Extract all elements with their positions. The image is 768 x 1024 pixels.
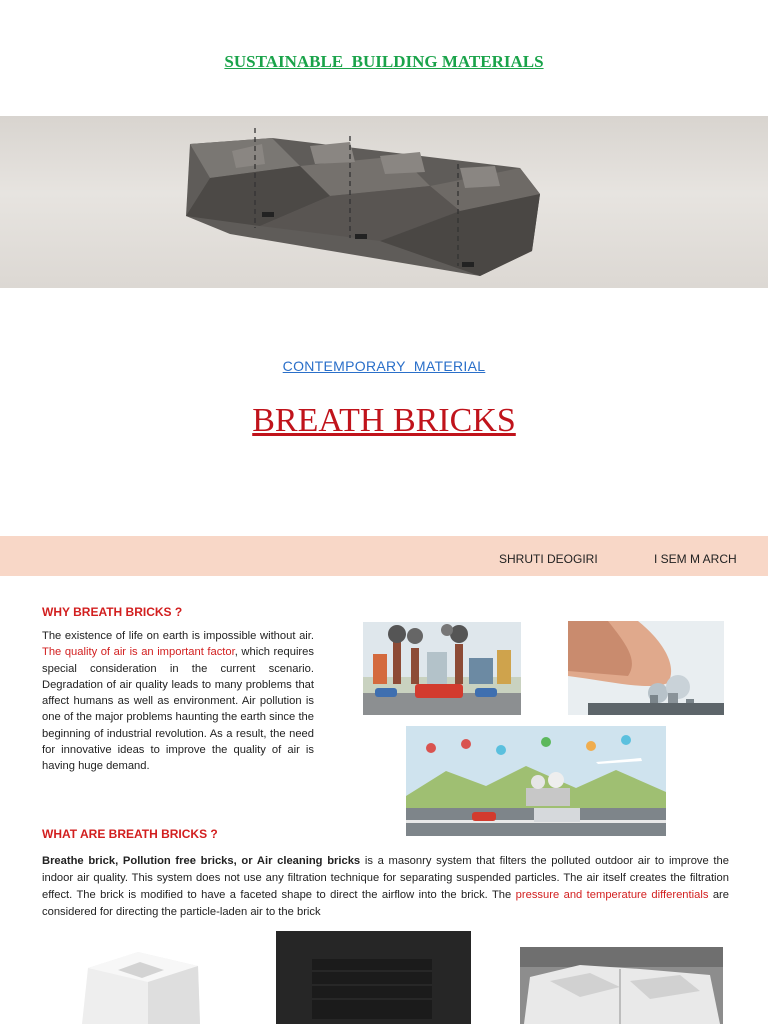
faceted-brick-wall-icon [0,116,768,288]
what-highlight: pressure and temperature differentials [515,889,709,901]
author-name: SHRUTI DEOGIRI [499,552,598,566]
what-text-2: are considered for directing the particle-laden air to the brick [42,889,730,918]
document-title: SUSTAINABLE BUILDING MATERIALS [224,52,544,71]
why-highlight: The quality of air is an important factor [42,646,235,659]
brick-wall-photo [520,947,723,1024]
air-pollution-cycle-illustration [406,726,666,836]
semester-label: I SEM M ARCH [654,552,737,566]
white-brick-module-photo [78,948,204,1024]
what-lead: Breathe brick, Pollution free bricks, or Air cleaning bricks [42,855,361,867]
why-paragraph [42,628,314,775]
what-text-1: is a masonry system that filters the polluted outdoor air to improve the indoor air quality. This system does not use any filtration technique for separating suspended particles. The air itself creates the filtration effect. The brick is modified to have a faceted shape to direct the airflow into the brick. The [42,855,729,901]
hero-banner [0,116,768,288]
main-title: BREATH BRICKS [252,402,516,439]
dark-brick-wall-photo [276,931,471,1024]
why-heading: WHY BREATH BRICKS ? [42,605,183,619]
what-paragraph [42,853,729,921]
why-text-1: The existence of life on earth is impossible without air. [42,630,314,642]
section-subtitle: CONTEMPORARY MATERIAL [282,358,486,374]
author-band [0,536,768,576]
what-heading: WHAT ARE BREATH BRICKS ? [42,827,218,841]
nose-smog-illustration [568,621,724,715]
why-text-2: , which requires special consideration in the current scenario. Degradation of air quality leads to many problems that affect humans as well as environment. Air pollution is one of the major problems haunting the earth since the beginning of industrial revolution. As a result, the need for innovative ideas to improve the quality of air is having huge demand. [42,646,314,773]
polluted-city-illustration [363,622,521,715]
